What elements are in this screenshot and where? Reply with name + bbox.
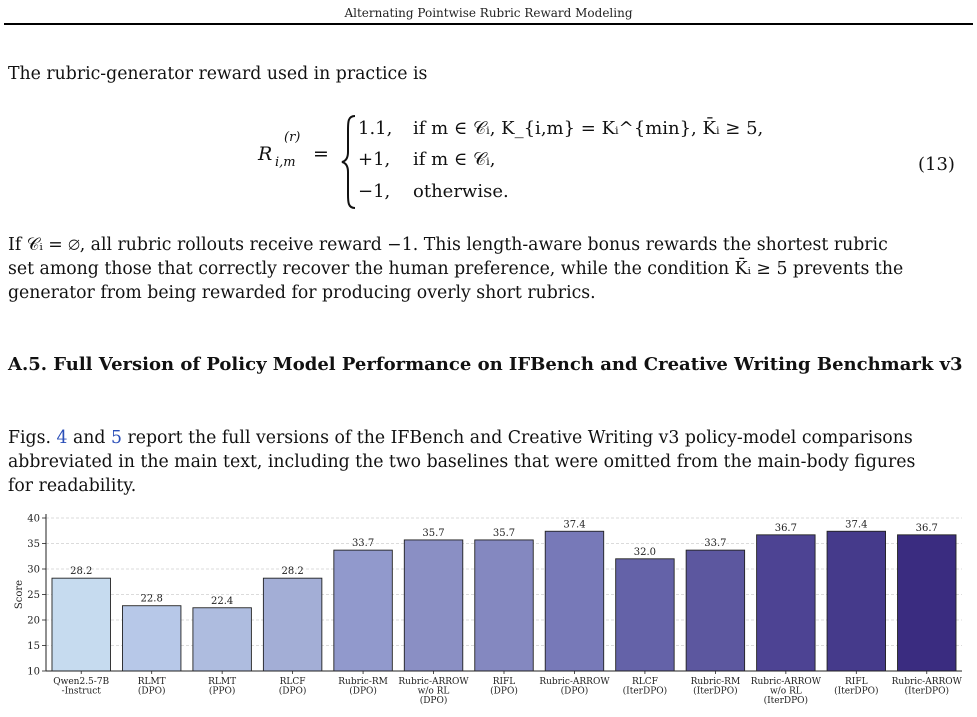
bar bbox=[898, 535, 956, 671]
x-tick-label: (DPO) bbox=[349, 686, 377, 697]
data-label: 35.7 bbox=[422, 527, 445, 539]
figure-ref-5-link[interactable]: 5 bbox=[110, 428, 122, 448]
bar bbox=[616, 559, 674, 671]
x-tick-label: w/o RL bbox=[769, 686, 802, 697]
equation-lhs bbox=[258, 130, 329, 170]
data-label: 33.7 bbox=[704, 538, 727, 550]
paragraph-2-line-1 bbox=[8, 426, 970, 450]
y-tick-label: 10 bbox=[27, 666, 40, 678]
data-label: 36.7 bbox=[915, 522, 938, 534]
x-tick-label: Rubric-ARROW bbox=[398, 677, 469, 687]
bar bbox=[334, 550, 392, 671]
x-tick-label: RLMT bbox=[137, 677, 166, 687]
x-tick-label: Qwen2.5-7B bbox=[53, 677, 110, 687]
x-tick-label: (IterDPO) bbox=[622, 686, 668, 697]
x-tick-label: Rubric-RM bbox=[338, 677, 388, 687]
case-1-value: 1.1, bbox=[358, 118, 393, 139]
x-tick-label: Rubric-ARROW bbox=[539, 677, 610, 687]
case-2-value: +1, bbox=[358, 149, 391, 170]
x-tick-label: -Instruct bbox=[61, 686, 101, 697]
x-tick-label: RLCF bbox=[279, 677, 306, 687]
data-label: 36.7 bbox=[774, 522, 797, 534]
x-tick-label: w/o RL bbox=[417, 686, 450, 697]
x-tick-label: (IterDPO) bbox=[834, 686, 879, 697]
x-tick-label: (DPO) bbox=[137, 686, 166, 697]
x-tick-label: (PPO) bbox=[208, 686, 236, 697]
bar bbox=[193, 608, 251, 671]
x-tick-label: (DPO) bbox=[490, 686, 518, 697]
data-label: 28.2 bbox=[281, 566, 304, 578]
bar-chart bbox=[0, 506, 977, 717]
y-tick-label: 35 bbox=[27, 539, 40, 550]
y-tick-label: 20 bbox=[27, 615, 40, 627]
equation-block bbox=[0, 112, 977, 210]
y-tick-label: 40 bbox=[27, 513, 40, 525]
para2-text-c: report the full versions of the IFBench and Creative Writing v3 policy-model comparisons bbox=[127, 428, 913, 448]
section-heading: A.5. Full Version of Policy Model Performance on IFBench and Creative Writing Benchmark v3 bbox=[8, 354, 963, 375]
bar bbox=[545, 531, 603, 671]
equation-superscript: (r) bbox=[284, 130, 301, 145]
y-tick-label: 15 bbox=[27, 641, 40, 652]
x-tick-label: RIFL bbox=[845, 677, 868, 687]
case-2-condition: if m ∈ 𝒞ᵢ, bbox=[413, 149, 496, 170]
data-label: 37.4 bbox=[845, 519, 868, 531]
data-label: 28.2 bbox=[70, 566, 93, 578]
data-label: 32.0 bbox=[633, 546, 657, 558]
bar bbox=[827, 531, 885, 671]
bar bbox=[686, 550, 744, 671]
x-tick-label: (DPO) bbox=[278, 686, 307, 697]
x-tick-label: Rubric-RM bbox=[690, 677, 741, 687]
running-head: Alternating Pointwise Rubric Reward Modeling bbox=[344, 6, 633, 20]
paragraph-1-line-1: If 𝒞ᵢ = ∅, all rubric rollouts receive reward −1. This length-aware bonus rewards the shortest rubric bbox=[8, 235, 888, 255]
paragraph-1 bbox=[8, 233, 970, 305]
bar bbox=[263, 578, 321, 671]
equals-sign: = bbox=[313, 143, 329, 165]
x-tick-label: RIFL bbox=[492, 677, 516, 687]
figure-ref-4-link[interactable]: 4 bbox=[56, 428, 68, 448]
bar bbox=[404, 540, 462, 671]
x-tick-label: (IterDPO) bbox=[763, 696, 809, 706]
y-tick-label: 30 bbox=[27, 564, 40, 576]
x-tick-label: Rubric-ARROW bbox=[750, 677, 821, 687]
para2-text-b: and bbox=[72, 428, 106, 448]
equation-case-3 bbox=[358, 181, 509, 202]
header-rule bbox=[4, 23, 973, 25]
equation-subscript: i,m bbox=[275, 155, 296, 170]
bar bbox=[52, 578, 110, 671]
data-label: 37.4 bbox=[563, 519, 586, 531]
equation-case-2 bbox=[358, 149, 495, 170]
data-label: 35.7 bbox=[492, 527, 516, 539]
para2-text-a: Figs. bbox=[8, 428, 51, 448]
equation-case-1 bbox=[358, 118, 763, 139]
paragraph-1-line-2: set among those that correctly recover the human preference, while the condition K̄ᵢ ≥ 5 prevents the bbox=[8, 259, 904, 279]
case-3-value: −1, bbox=[358, 181, 391, 202]
left-brace-icon bbox=[340, 114, 358, 210]
paragraph-2-line-3: for readability. bbox=[8, 476, 137, 496]
paragraph-2 bbox=[8, 426, 970, 498]
x-tick-label: Rubric-ARROW bbox=[891, 677, 962, 687]
bar bbox=[122, 606, 180, 671]
data-label: 33.7 bbox=[351, 538, 375, 550]
bar bbox=[757, 535, 815, 671]
case-3-condition: otherwise. bbox=[413, 181, 509, 202]
x-tick-label: (DPO) bbox=[560, 686, 589, 697]
data-label: 22.4 bbox=[211, 595, 234, 607]
x-tick-label: (IterDPO) bbox=[904, 686, 950, 697]
paragraph-1-line-3: generator from being rewarded for producing overly short rubrics. bbox=[8, 283, 596, 303]
x-tick-label: RLMT bbox=[208, 677, 237, 687]
equation-symbol: R bbox=[258, 143, 273, 165]
case-1-condition: if m ∈ 𝒞ᵢ, K_{i,m} = Kᵢ^{min}, K̄ᵢ ≥ 5, bbox=[413, 118, 764, 139]
y-tick-label: 25 bbox=[27, 590, 40, 601]
intro-text: The rubric-generator reward used in practice is bbox=[8, 64, 428, 84]
data-label: 22.8 bbox=[140, 593, 163, 605]
equation-number: (13) bbox=[918, 154, 955, 175]
x-tick-label: RLCF bbox=[631, 677, 658, 687]
y-axis-label: Score bbox=[14, 579, 25, 610]
bar bbox=[475, 540, 533, 671]
x-tick-label: (DPO) bbox=[419, 696, 448, 706]
x-tick-label: (IterDPO) bbox=[693, 686, 738, 697]
paragraph-2-line-2: abbreviated in the main text, including the two baselines that were omitted from the main-body figures bbox=[8, 452, 916, 472]
